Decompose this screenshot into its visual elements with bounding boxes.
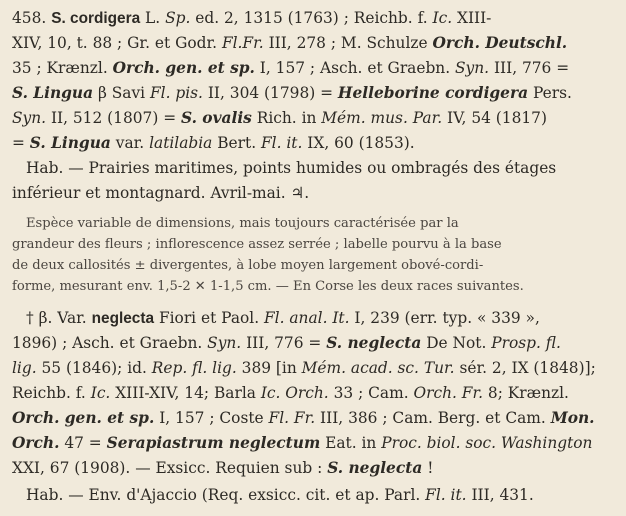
text-run: Eat. in [320, 434, 382, 452]
text-run: III, 776 = [489, 59, 570, 77]
text-run: Rep. fl. lig. [151, 359, 237, 377]
entry-458-line-1 [12, 8, 616, 30]
habitat-line-2: inférieur et montagnard. Avril-mai. ♃. [12, 184, 310, 202]
text-run: S. Lingua [29, 134, 111, 152]
text-run: = [12, 134, 30, 152]
text-run: lig. [12, 359, 37, 377]
text-run: Syn. [12, 109, 47, 127]
variety-line-1 [12, 308, 616, 330]
description-line-2: grandeur des fleurs ; inflorescence assez serrée ; labelle pourvu à la base [12, 237, 502, 252]
species-name: S. cordigera [51, 10, 141, 27]
text-run: Orch. [12, 434, 60, 452]
text-run: IX, 60 (1853). [302, 134, 415, 152]
text-run: XXI, 67 (1908). — Exsicc. Requien sub : [12, 459, 328, 477]
text-run: III, 776 = [241, 334, 327, 352]
variety-line-3 [12, 358, 616, 380]
text-run: Fl. it. [425, 486, 467, 504]
text-run: † β. Var. [26, 309, 92, 327]
entry-458-line-5 [12, 108, 616, 130]
text-run: Mém. mus. Par. [321, 109, 443, 127]
text-run: S. ovalis [181, 109, 252, 127]
text-run: Syn. [207, 334, 242, 352]
text-run: S. neglecta [326, 334, 422, 352]
text-run: 35 ; Krænzl. [12, 59, 113, 77]
text-run: De Not. [421, 334, 492, 352]
text-run: Ic. [90, 384, 111, 402]
text-run: III, 278 ; M. Schulze [263, 34, 433, 52]
variety-line-5 [12, 408, 616, 430]
text-run: II, 512 (1807) = [46, 109, 182, 127]
text-run: Pers. [528, 84, 572, 102]
text-run: III, 431. [466, 486, 534, 504]
text-run: Orch. gen. et sp. [12, 409, 155, 427]
text-run: Orch. Deutschl. [432, 34, 568, 52]
text-run: 33 ; Cam. [328, 384, 414, 402]
text-run: Reichb. f. [12, 384, 91, 402]
text-run: 389 [in [236, 359, 302, 377]
text-run: Orch. Fr. [413, 384, 484, 402]
text-run: Bert. [212, 134, 261, 152]
entry-458-line-3 [12, 58, 616, 80]
text-run: Helleborine cordigera [337, 84, 529, 102]
text-run: I, 157 ; Asch. et Graebn. [254, 59, 456, 77]
text-run: Mon. [550, 409, 595, 427]
text-run: Fl. pis. [150, 84, 203, 102]
text-run: Sp. [165, 9, 191, 27]
variety-line-4 [12, 383, 616, 405]
entry-number: 458. [12, 9, 47, 27]
entry-458-line-2 [12, 33, 616, 55]
text-run: var. [110, 134, 150, 152]
entry-458-line-6 [12, 133, 616, 155]
text-run: II, 304 (1798) = [202, 84, 338, 102]
text-run: Ic. [432, 9, 453, 27]
text-run: I, 239 (err. typ. « 339 », [349, 309, 540, 327]
text-run: β Savi [93, 84, 150, 102]
description-line-1: Espèce variable de dimensions, mais toujours caractérisée par la [26, 216, 459, 231]
text-run: Orch. gen. et sp. [112, 59, 255, 77]
variety-line-6 [12, 433, 616, 455]
text-run: ! [422, 459, 434, 477]
text-run: Ic. Orch. [260, 384, 329, 402]
text-run: 1896) ; Asch. et Graebn. [12, 334, 208, 352]
description-line-3: de deux callosités ± divergentes, à lobe moyen largement obové-cordi- [12, 258, 484, 273]
text-run: Rich. in [251, 109, 322, 127]
text-run: Fl. it. [261, 134, 303, 152]
text-run: Prosp. fl. [491, 334, 561, 352]
text-run: Proc. biol. soc. Washington [381, 434, 593, 452]
text-run: Fiori et Paol. [154, 309, 264, 327]
text-run: Mém. acad. sc. Tur. [301, 359, 455, 377]
text-run: 8; Krænzl. [483, 384, 569, 402]
text-run: Syn. [455, 59, 490, 77]
text-run: ed. 2, 1315 (1763) ; Reichb. f. [190, 9, 433, 27]
variety-habitat-line [12, 485, 616, 507]
text-run: Fl.Fr. [221, 34, 264, 52]
text-run: 47 = [59, 434, 107, 452]
text-run: XIII- [452, 9, 492, 27]
variety-line-7 [12, 458, 616, 480]
text-run: Fl. anal. It. [264, 309, 350, 327]
text-run: neglecta [91, 310, 155, 327]
description-line-4: forme, mesurant env. 1,5-2 ✕ 1-1,5 cm. — En Corse les deux races suivantes. [12, 279, 524, 294]
text-run: S. Lingua [12, 84, 94, 102]
habitat-line-1: Hab. — Prairies maritimes, points humides ou ombragés des étages [26, 159, 557, 177]
text-run: XIII-XIV, 14; Barla [110, 384, 261, 402]
text-run: I, 157 ; Coste [154, 409, 269, 427]
text-run: 55 (1846); id. [36, 359, 152, 377]
text-run: IV, 54 (1817) [442, 109, 547, 127]
text-run: Hab. — Env. d'Ajaccio (Req. exsicc. cit. et ap. Parl. [26, 486, 426, 504]
entry-458-line-4 [12, 83, 616, 105]
text-run: sér. 2, IX (1848)]; [454, 359, 596, 377]
variety-line-2 [12, 333, 616, 355]
text-run: L. [140, 9, 166, 27]
text-run: Serapiastrum neglectum [106, 434, 321, 452]
text-run: S. neglecta [327, 459, 423, 477]
text-run: Fl. Fr. [268, 409, 316, 427]
text-run: XIV, 10, t. 88 ; Gr. et Godr. [12, 34, 222, 52]
text-run: latilabia [149, 134, 213, 152]
text-run: III, 386 ; Cam. Berg. et Cam. [315, 409, 551, 427]
